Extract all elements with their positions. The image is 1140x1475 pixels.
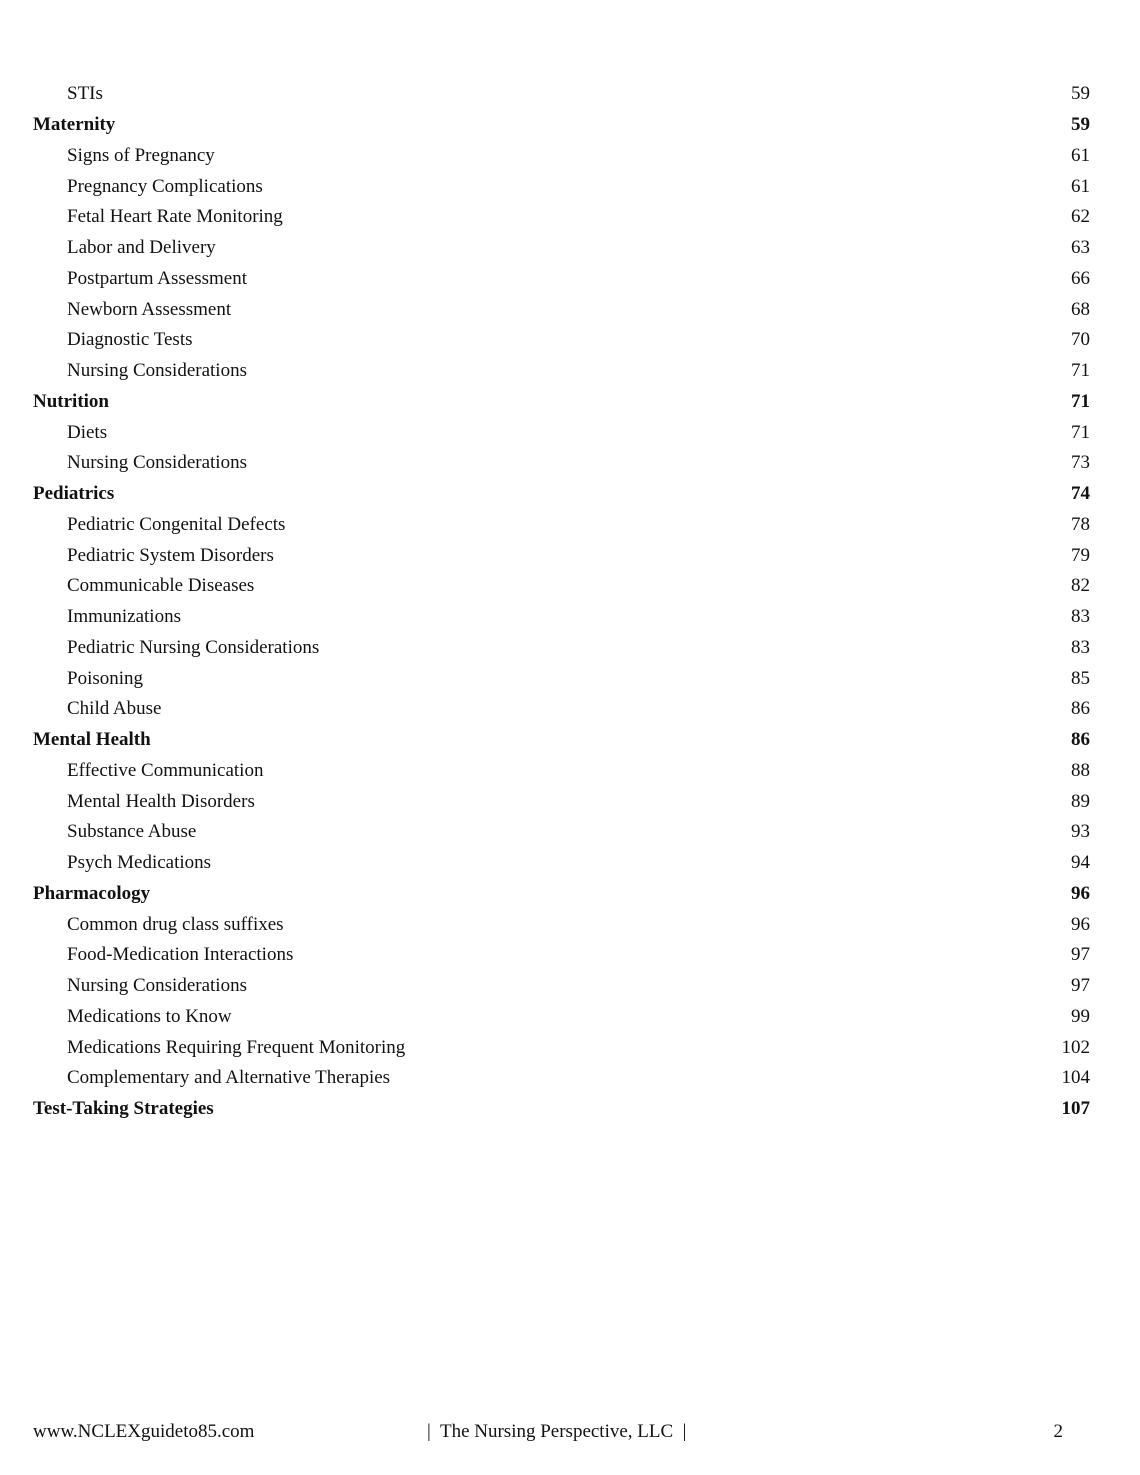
footer-company-name: | The Nursing Perspective, LLC | [427,1421,687,1442]
toc-entry-title: Immunizations [67,606,181,628]
toc-entry-page-number: 78 [1071,513,1090,535]
toc-subsection-entry[interactable] [33,1032,1090,1063]
toc-subsection-entry[interactable] [33,694,1090,725]
toc-entry-title: Pediatric Nursing Considerations [67,636,320,658]
toc-entry-page-number: 59 [1071,114,1090,136]
toc-subsection-entry[interactable] [33,356,1090,387]
toc-entry-page-number: 88 [1071,759,1090,781]
footer-page-number: 2 [1053,1421,1063,1442]
toc-entry-page-number: 86 [1071,698,1090,720]
toc-entry-page-number: 71 [1071,360,1090,382]
toc-entry-page-number: 71 [1071,421,1090,443]
toc-entry-page-number: 89 [1071,790,1090,812]
toc-entry-title: Complementary and Alternative Therapies [67,1067,391,1089]
toc-entry-title: Diagnostic Tests [67,329,193,351]
toc-entry-title: STIs [67,83,103,105]
toc-entry-title: Nutrition [33,390,109,412]
toc-subsection-entry[interactable] [33,571,1090,602]
table-of-contents [33,79,1090,1125]
toc-entry-page-number: 83 [1071,636,1090,658]
toc-entry-page-number: 68 [1071,298,1090,320]
toc-entry-title: Test-Taking Strategies [33,1098,214,1120]
toc-subsection-entry[interactable] [33,1063,1090,1094]
toc-entry-title: Nursing Considerations [67,452,247,474]
toc-entry-page-number: 74 [1071,483,1090,505]
toc-entry-title: Nursing Considerations [67,360,247,382]
toc-entry-title: Diets [67,421,108,443]
toc-subsection-entry[interactable] [33,325,1090,356]
toc-entry-page-number: 102 [1061,1036,1090,1058]
toc-subsection-entry[interactable] [33,202,1090,233]
toc-entry-page-number: 107 [1061,1098,1090,1120]
toc-subsection-entry[interactable] [33,294,1090,325]
toc-entry-page-number: 104 [1061,1067,1090,1089]
toc-section-entry[interactable] [33,725,1090,756]
toc-subsection-entry[interactable] [33,171,1090,202]
toc-entry-title: Maternity [33,114,116,136]
toc-entry-title: Newborn Assessment [67,298,232,320]
toc-entry-page-number: 61 [1071,144,1090,166]
toc-subsection-entry[interactable] [33,79,1090,110]
toc-entry-page-number: 82 [1071,575,1090,597]
toc-subsection-entry[interactable] [33,971,1090,1002]
toc-entry-title: Medications Requiring Frequent Monitoring [67,1036,406,1058]
toc-subsection-entry[interactable] [33,940,1090,971]
toc-subsection-entry[interactable] [33,1002,1090,1033]
toc-entry-title: Pediatrics [33,483,115,505]
toc-entry-title: Pregnancy Complications [67,175,263,197]
toc-entry-page-number: 83 [1071,606,1090,628]
toc-entry-page-number: 62 [1071,206,1090,228]
toc-subsection-entry[interactable] [33,602,1090,633]
toc-entry-title: Labor and Delivery [67,237,216,259]
toc-entry-title: Psych Medications [67,852,212,874]
toc-entry-page-number: 85 [1071,667,1090,689]
toc-section-entry[interactable] [33,1094,1090,1125]
toc-section-entry[interactable] [33,879,1090,910]
toc-subsection-entry[interactable] [33,817,1090,848]
toc-entry-page-number: 94 [1071,852,1090,874]
toc-entry-page-number: 79 [1071,544,1090,566]
toc-subsection-entry[interactable] [33,233,1090,264]
toc-entry-title: Child Abuse [67,698,162,720]
toc-subsection-entry[interactable] [33,540,1090,571]
toc-entry-page-number: 96 [1071,913,1090,935]
toc-entry-title: Food-Medication Interactions [67,944,294,966]
toc-subsection-entry[interactable] [33,848,1090,879]
toc-entry-title: Nursing Considerations [67,975,247,997]
toc-entry-title: Mental Health Disorders [67,790,255,812]
toc-entry-page-number: 73 [1071,452,1090,474]
toc-subsection-entry[interactable] [33,663,1090,694]
toc-entry-title: Poisoning [67,667,144,689]
toc-entry-page-number: 86 [1071,729,1090,751]
toc-entry-page-number: 93 [1071,821,1090,843]
toc-entry-title: Common drug class suffixes [67,913,284,935]
toc-entry-page-number: 66 [1071,267,1090,289]
toc-entry-page-number: 70 [1071,329,1090,351]
toc-entry-page-number: 97 [1071,944,1090,966]
toc-entry-title: Pediatric Congenital Defects [67,513,286,535]
footer-website-link[interactable]: www.NCLEXguideto85.com [33,1421,255,1442]
toc-subsection-entry[interactable] [33,141,1090,172]
toc-entry-title: Mental Health [33,729,151,751]
toc-entry-page-number: 97 [1071,975,1090,997]
toc-section-entry[interactable] [33,110,1090,141]
page-footer [0,1417,1140,1447]
toc-section-entry[interactable] [33,387,1090,418]
toc-entry-title: Substance Abuse [67,821,197,843]
toc-entry-title: Pharmacology [33,882,151,904]
toc-subsection-entry[interactable] [33,448,1090,479]
toc-entry-title: Medications to Know [67,1005,232,1027]
toc-entry-page-number: 59 [1071,83,1090,105]
toc-entry-title: Postpartum Assessment [67,267,247,289]
toc-subsection-entry[interactable] [33,510,1090,541]
toc-section-entry[interactable] [33,479,1090,510]
toc-entry-title: Communicable Diseases [67,575,255,597]
toc-entry-page-number: 99 [1071,1005,1090,1027]
toc-entry-title: Signs of Pregnancy [67,144,215,166]
toc-entry-page-number: 61 [1071,175,1090,197]
toc-entry-title: Pediatric System Disorders [67,544,274,566]
toc-entry-title: Effective Communication [67,759,264,781]
toc-subsection-entry[interactable] [33,756,1090,787]
toc-subsection-entry[interactable] [33,909,1090,940]
toc-subsection-entry[interactable] [33,417,1090,448]
toc-entry-page-number: 71 [1071,390,1090,412]
toc-entry-title: Fetal Heart Rate Monitoring [67,206,283,228]
toc-subsection-entry[interactable] [33,633,1090,664]
toc-entry-page-number: 63 [1071,237,1090,259]
toc-subsection-entry[interactable] [33,264,1090,295]
toc-subsection-entry[interactable] [33,786,1090,817]
toc-entry-page-number: 96 [1071,882,1090,904]
